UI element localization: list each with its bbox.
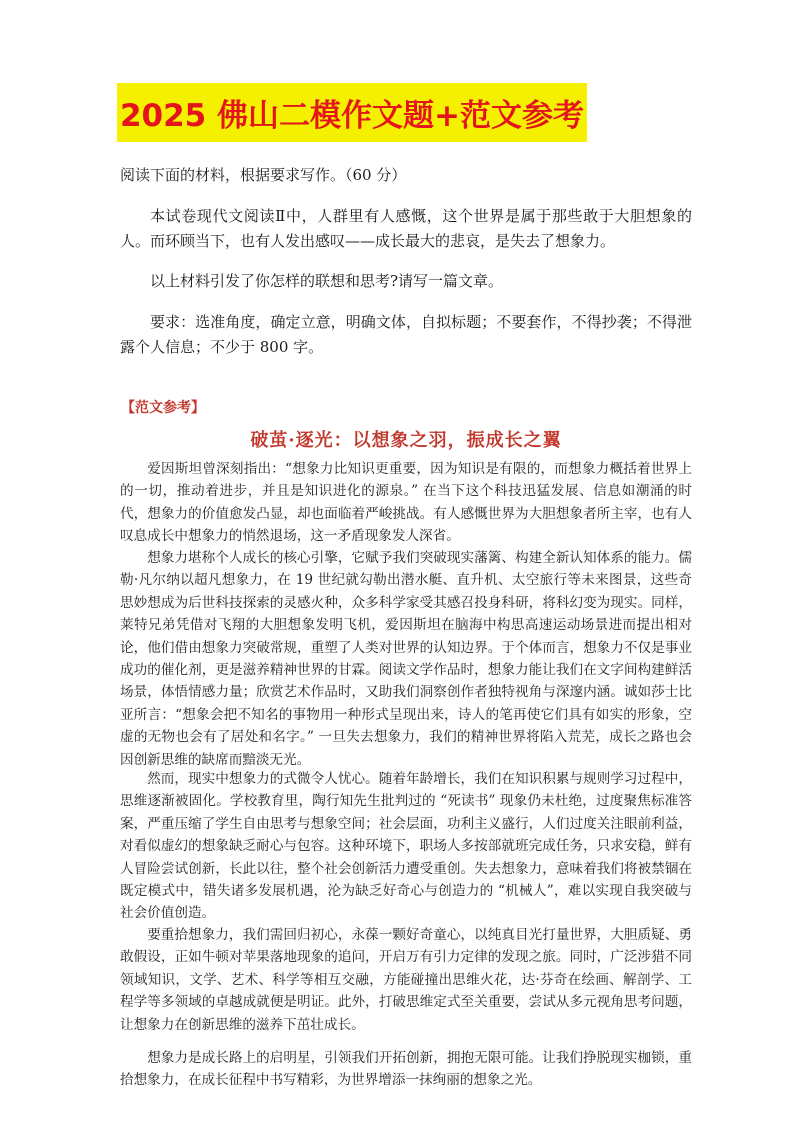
- essay-paragraph-5: 想象力是成长路上的启明星，引领我们开拓创新，拥抱无限可能。让我们挣脱现实枷锁，重拾想象力，在成长征程中书写精彩，为世界增添一抹绚丽的想象之光。: [120, 1050, 692, 1089]
- prompt-question: 以上材料引发了你怎样的联想和思考?请写一篇文章。: [150, 272, 504, 290]
- reference-label: 【范文参考】: [121, 400, 205, 416]
- essay-paragraph-4: 要重拾想象力，我们需回归初心，永葆一颗好奇童心，以纯真目光打量世界，大胆质疑、勇敢假设，正如牛顿对苹果落地现象的追问，开启万有引力定律的发现之旅。同时，广泛涉猎不同领域知识，文学、艺术、科学等相互交融，方能碰撞出思维火花，达·芬奇在绘画、解剖学、工程学等多领域的卓越成就便是明证。此外，打破思维定式至关重要，尝试从多元视角思考问题，让想象力在创新思维的滋养下茁壮成长。: [120, 927, 692, 1033]
- page-title: 2025 佛山二模作文题+范文参考: [119, 98, 585, 134]
- essay-paragraph-2: 想象力堪称个人成长的核心引擎，它赋予我们突破现实藩篱、构建全新认知体系的能力。儒勒·凡尔纳以超凡想象力，在 19 世纪就勾勒出潜水艇、直升机、太空旅行等未来图景，这些奇思妙想成为后世科技探索的灵感火种，众多科学家受其感召投身科研，将科幻变为现实。同样，莱特兄弟凭借对飞翔的大胆想象发明飞机，爱因斯坦在脑海中构思高速运动场景进而提出相对论，他们借由想象力突破常规，重塑了人类对世界的认知边界。于个体而言，想象力不仅是事业成功的催化剂，更是滋养精神世界的甘霖。阅读文学作品时，想象力能让我们在文字间构建鲜活场景，体悟情感力量；欣赏艺术作品时，又助我们洞察创作者独特视角与深邃内涵。诚如莎士比亚所言：“想象会把不知名的事物用一种形式呈现出来，诗人的笔再使它们具有如实的形象，空虚的无物也会有了居处和名字。” 一旦失去想象力，我们的精神世界将陷入荒芜，成长之路也会因创新思维的缺席而黯淡无光。: [120, 550, 692, 768]
- title-banner: [117, 83, 587, 142]
- essay-paragraph-3: 然而，现实中想象力的式微令人忧心。随着年龄增长，我们在知识积累与规则学习过程中，思维逐渐被固化。学校教育里，陶行知先生批判过的 “死读书” 现象仍未杜绝，过度聚焦标准答案，严重压缩了学生自由思考与想象空间；社会层面，功利主义盛行，人们过度关注眼前利益，对看似虚幻的想象缺乏耐心与包容。这种环境下，职场人多按部就班完成任务，只求安稳，鲜有人冒险尝试创新，长此以往，整个社会创新活力遭受重创。失去想象力，意味着我们将被禁锢在既定模式中，错失诸多发展机遇，沦为缺乏好奇心与创造力的 “机械人”，难以实现自我突破与社会价值创造。: [120, 771, 692, 922]
- essay-paragraph-1: 爱因斯坦曾深刻指出：“想象力比知识更重要，因为知识是有限的，而想象力概括着世界上的一切，推动着进步，并且是知识进化的源泉。” 在当下这个科技迅猛发展、信息如潮涌的时代，想象力的价值愈发凸显，却也面临着严峻挑战。有人感慨世界为大胆想象者所主宰，也有人叹息成长中想象力的悄然退场，这一矛盾现象发人深省。: [120, 461, 692, 545]
- prompt-instruction: 阅读下面的材料，根据要求写作。（60 分）: [120, 166, 407, 184]
- prompt-requirements: 要求：选准角度，确定立意，明确文体，自拟标题；不要套作，不得抄袭；不得泄露个人信息；不少于 800 字。: [120, 313, 692, 356]
- essay-title: 破茧·逐光：以想象之羽，振成长之翼: [250, 430, 562, 451]
- prompt-material: 本试卷现代文阅读Ⅱ中，人群里有人感慨，这个世界是属于那些敢于大胆想象的人。而环顾当下，也有人发出感叹——成长最大的悲哀，是失去了想象力。: [120, 207, 692, 250]
